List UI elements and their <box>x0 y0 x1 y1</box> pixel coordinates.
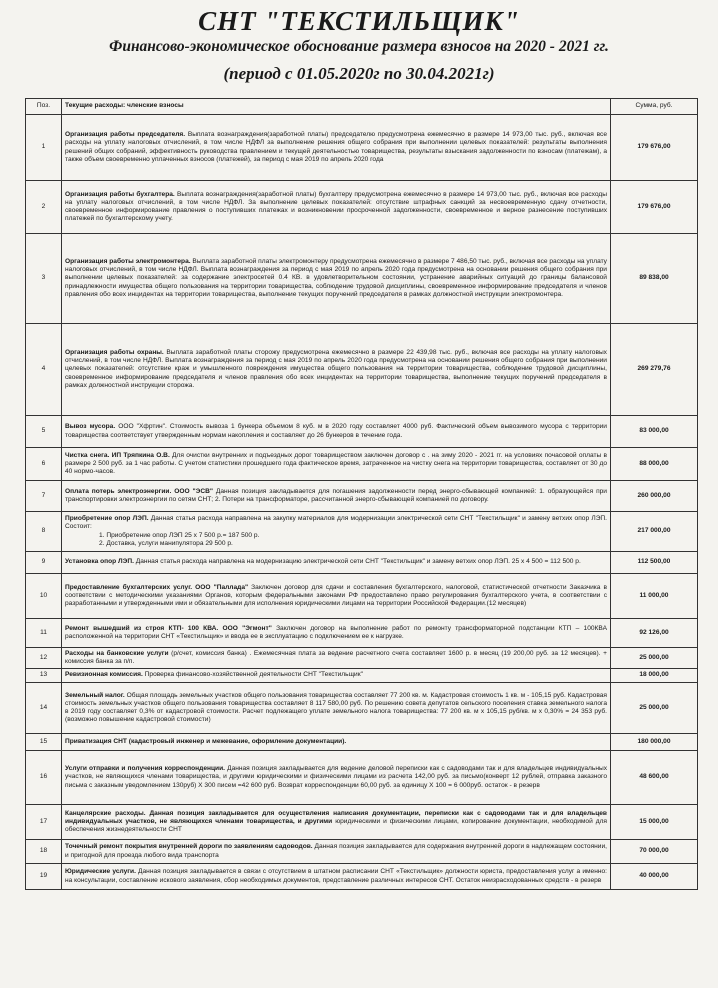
table-row <box>26 324 698 416</box>
table-row <box>26 619 698 648</box>
row-body: Выплата заработной платы электромонтеру предусмотрена ежемесячно в размере 7 486,50 тыс. руб., включая все расходы на уплату налоговых отчислений, в том числе НДФЛ. Выплата вознаграждения за период с мая 2019 по апрель 2020 года предусмотрена на основании решения общего собрания при выполнении целевых показателей: за содержание электросетей 0.4 КВ. в удовлетворительном состоянии, устранение аварийных ситуаций до границы балансовой принадлежности имущества общего пользования на территории товарищества, соблюдение трудовой дисциплины, своевременное информирование председателя и членов правления обо всех инцидентах на территории товарищества, выполнение текущих поручений председателя в рамках должностной инструкции электромонтера. <box>65 258 607 298</box>
row-lead: Приобретение опор ЛЭП. <box>65 515 149 523</box>
row-description <box>62 648 611 669</box>
table-row <box>26 448 698 481</box>
row-lead: Приватизация СНТ (кадастровый инженер и межевание, оформление документации). <box>65 737 347 745</box>
row-sum: 70 000,00 <box>611 840 698 864</box>
row-description <box>62 840 611 864</box>
row-body: Данная позиция закладывается в связи с отсутствием в штатном расписании СНТ «Текстильщик» должности юриста, предоставления услуг а именно: на консультации, составление искового заявления, сбор необходимых документов, представление различных интересов СНТ. Остаток неизрасходованных средств - в резерв <box>65 868 607 884</box>
row-body: Проверка финансово-хозяйственной деятельности СНТ "Текстильщик" <box>142 671 363 679</box>
row-body: Заключен договор для сдачи и составления бухгалтерского, налоговой, статистической отчетности Заказчика в соответствии с методическими указаниями Органов, которым федеральными законами РФ предоставлено право регулирования бухгалтерского учета, в соответствии с разработанными и утвержденными ими и обязательными для исполнения юридическими лицами на территории Российской Федерации.(12 месяцев) <box>65 583 607 608</box>
row-lead: Услуги отправки и получения корреспонденции. <box>65 765 225 773</box>
row-pos: 9 <box>26 552 62 574</box>
row-description <box>62 512 611 552</box>
table-row <box>26 552 698 574</box>
row-body: Данная статья расхода направлена на закупку материалов для модернизации электрической сети СНТ "Текстильщик" и замену ветхих опор ЛЭП. Состоит: <box>65 515 607 531</box>
row-pos: 15 <box>26 734 62 751</box>
row-sum: 180 000,00 <box>611 734 698 751</box>
row-lead: Земельный налог. <box>65 691 125 699</box>
row-lead: Организация работы председателя. <box>65 131 186 139</box>
row-pos: 6 <box>26 448 62 481</box>
row-pos: 10 <box>26 574 62 619</box>
row-description <box>62 751 611 805</box>
row-lead: Точечный ремонт покрытия внутренней дороги по заявлениям садоводов. <box>65 843 313 851</box>
row-pos: 14 <box>26 683 62 734</box>
row-pos: 11 <box>26 619 62 648</box>
table-row <box>26 805 698 840</box>
row-description <box>62 734 611 751</box>
row-body: Заключен договор на выполнение работ по ремонту трансформаторной подстанции КТП – 100КВА расположенной на территории СНТ «Текстильщик» и ввода ее в эксплуатацию с подключением ее к нагрузке. <box>65 624 607 640</box>
row-lead: Организация работы электромонтера. <box>65 258 191 266</box>
row-pos: 5 <box>26 416 62 448</box>
table-row <box>26 840 698 864</box>
row-pos: 17 <box>26 805 62 840</box>
header-pos: Поз. <box>26 99 62 115</box>
row-pos: 1 <box>26 115 62 181</box>
row-sum: 25 000,00 <box>611 648 698 669</box>
document-period: (период с 01.05.2020г по 30.04.2021г) <box>223 64 495 83</box>
row-lead: Канцелярские расходы. Данная позиция закладывается для осуществления написания документации, переписки как с садоводами так и для владельцев индивидуальных участков, не являющихся членами товарищества, и другими <box>65 809 607 825</box>
row-description <box>62 619 611 648</box>
row-body: Данная позиция закладывается для содержания внутренней дороги в надлежащем состоянии, и пригодной для проезда любого вида транспорта <box>65 843 608 859</box>
row-lead: Ревизионная комиссия. <box>65 671 143 679</box>
row-description <box>62 683 611 734</box>
table-row <box>26 574 698 619</box>
table-row <box>26 416 698 448</box>
row-pos: 8 <box>26 512 62 552</box>
row-lead: Организация работы бухгалтера. <box>65 190 175 198</box>
row-pos: 12 <box>26 648 62 669</box>
table-header-row <box>26 99 698 115</box>
row-description <box>62 234 611 324</box>
row-sum: 15 000,00 <box>611 805 698 840</box>
row-sum: 89 838,00 <box>611 234 698 324</box>
row-sum: 25 000,00 <box>611 683 698 734</box>
row-lead: Предоставление бухгалтерских услуг. ООО "Паллада" <box>65 583 249 591</box>
row-description <box>62 324 611 416</box>
row-pos: 2 <box>26 181 62 234</box>
row-body: Данная позиция закладывается для ведение деловой переписки как с садоводами так и для владельцев индивидуальных участков, не являющихся членами товарищества, и другими юридическими и физическими лицами из расчета 142,00 руб. за письмо(конверт 12 рублей, отправка заказного письма с заказным уведомлением 130руб) Х 300 писем =42 600 руб. Возврат корреспонденции 60,00 руб. за единицу Х 100 = 6 000руб. остаток - в резерв <box>65 765 607 789</box>
header-main: Текущие расходы: членские взносы <box>62 99 611 115</box>
row-pos: 19 <box>26 864 62 890</box>
row-lead: Организация работы охраны. <box>65 349 164 357</box>
table-row <box>26 751 698 805</box>
row-description <box>62 669 611 683</box>
row-sum: 48 600,00 <box>611 751 698 805</box>
row-sub-line: 2. Доставка, услуги манипулятора 29 500 р. <box>99 539 233 547</box>
row-description <box>62 481 611 512</box>
row-body: Выплата вознаграждения(заработной платы) бухгалтеру предусмотрена ежемесячно в размере 14 973,00 тыс. руб., включая все расходы на уплату налоговых отчислений, в том числе НДФЛ. За выполнение целевых показателей: отсутствие штрафных санкций за несвоевременную сдачу отчетности, своевременное информирование правления о поступивших платежах и возникновении просроченной задолженности, своевременное и верное разнесение поступивших платежей по бухгалтерскому учету. <box>65 190 608 223</box>
row-sum: 217 000,00 <box>611 512 698 552</box>
row-lead: Установка опор ЛЭП. <box>65 558 134 566</box>
document-title: СНТ "ТЕКСТИЛЬЩИК" <box>198 6 520 36</box>
table-row <box>26 864 698 890</box>
row-sum: 88 000,00 <box>611 448 698 481</box>
row-pos: 3 <box>26 234 62 324</box>
row-lead: Вывоз мусора. <box>65 423 116 431</box>
row-body: юридическими и физическими лицами, копирование документации, необходимой для обеспечения жизнедеятельности СНТ <box>65 817 607 834</box>
row-sum: 83 000,00 <box>611 416 698 448</box>
row-sum: 40 000,00 <box>611 864 698 890</box>
row-description <box>62 448 611 481</box>
table-row <box>26 115 698 181</box>
row-description <box>62 864 611 890</box>
row-sum: 269 279,76 <box>611 324 698 416</box>
table-row <box>26 512 698 552</box>
row-body: Данная позиция закладывается для погашения задолженности перед энерго-сбывающей компанией: 1. образующейся при транспортировки электроэнергии по сетям СНТ; 2. Потери на трансформаторе, рассчитанной энерго-сбывающей компанией по договору. <box>65 487 607 503</box>
row-body: ООО "Хфртин". Стоимость вывоза 1 бункера объемом 8 куб. м в 2020 году составляет 4000 руб. Фактический объем вывозимого мусора с территории товарищества соответствует утвержденным нормам накопления и составляет до 26 бункеров в течение года. <box>65 423 607 439</box>
row-lead: Юридические услуги. <box>65 868 136 876</box>
table-row <box>26 683 698 734</box>
row-lead: Чистка снега. ИП Тряпкина О.В. <box>65 451 170 459</box>
row-body: Общая площадь земельных участков общего пользования товарищества составляет 77 200 кв. м. Кадастровая стоимость 1 кв. м - 105,15 руб. Кадастровая стоимость земельных участков общего пользования товарищества составляет 8 117 580,00 руб. По решению совета депутатов сельского поселения ставка земельного налога в 2019 году составляет 0,3% от кадастровой стоимости. Расчет подлежащего уплате земельного налога товарищества: 77 200 кв. м х 105,15 руб/кв. м х 0,30% = 24 353 руб. (возможно повышение кадастровой стоимости) <box>65 691 607 724</box>
row-pos: 16 <box>26 751 62 805</box>
table-row <box>26 181 698 234</box>
row-description <box>62 181 611 234</box>
row-lead: Расходы на банковские услуги <box>65 649 169 657</box>
table-row <box>26 234 698 324</box>
row-pos: 4 <box>26 324 62 416</box>
row-sum: 11 000,00 <box>611 574 698 619</box>
table-row <box>26 481 698 512</box>
header-sum: Сумма, руб. <box>611 99 698 115</box>
row-sum: 18 000,00 <box>611 669 698 683</box>
row-sum: 260 000,00 <box>611 481 698 512</box>
row-body: Выплата вознаграждения(заработной платы) председателю предусмотрена ежемесячно в размере 14 973,00 тыс. руб., включая все расходы на уплату налоговых отчислений, в том числе НДФЛ за выполнение решения общего собрания при выполнении целевых показателей: результаты выполнения решений общих собраний, эффективность руководства правлением и текущей деятельностью товарищества, результаты взыскания задолженности по взносам (платежам), а также объем своевременно уплаченных взносов (платежей), за период с мая 2019 по апрель 2020 года <box>65 131 607 163</box>
row-sum: 179 676,00 <box>611 115 698 181</box>
expenses-table <box>25 98 698 890</box>
row-sum: 112 500,00 <box>611 552 698 574</box>
row-description <box>62 805 611 840</box>
row-lead: Ремонт вышедший из строя КТП- 100 КВА. ООО "Эгмонт" <box>65 624 272 632</box>
row-description <box>62 416 611 448</box>
row-sub-line: 1. Приобретение опор ЛЭП 25 х 7 500 р.= 187 500 р. <box>99 531 260 539</box>
row-lead: Оплата потерь электроэнергии. ООО "ЭСВ" <box>65 487 213 495</box>
row-description <box>62 115 611 181</box>
table-row <box>26 648 698 669</box>
row-body: Выплата заработной платы сторожу предусмотрена ежемесячно в размере 22 439,98 тыс. руб., включая все расходы на уплату налоговых отчислений, в том числе НДФЛ. Выплата вознаграждения за период с мая 2019 по апрель 2020 года предусмотрена на основании решения общего собрания при выполнении целевых показателей: отсутствие краж и умышленного повреждения имущества общего пользования на территории товарищества, соблюдение трудовой дисциплины, своевременное информирование председателя и членов правления обо всех инцидентах на территории товарищества, выполнение текущих поручений председателя в рамках должностной инструкции сторожа. <box>65 349 607 389</box>
table-body <box>26 115 698 890</box>
row-sum: 179 676,00 <box>611 181 698 234</box>
row-pos: 13 <box>26 669 62 683</box>
row-body: Для очистки внутренних и подъездных дорог товариществом заключен договор с . на зиму 2020 - 2021 гг. на условиях почасовой оплаты в размере 2 500 руб. за 1 час работы. С учетом статистики прошедшего года фактическое время, затраченное на чистку снега на территории товарищества, составляет от 30 до 40 нормо-часов. <box>65 451 607 476</box>
row-pos: 18 <box>26 840 62 864</box>
row-body: (р/счет, комиссия банка) . Ежемесячная плата за ведение расчетного счета составляет 1600 р. в месяц (19 200,00 руб. за 12 месяцев). + комиссия банка за п/п. <box>65 649 607 665</box>
row-sum: 92 126,00 <box>611 619 698 648</box>
table-row <box>26 734 698 751</box>
document-subtitle: Финансово-экономическое обоснование размера взносов на 2020 - 2021 гг. <box>109 38 609 55</box>
row-body: Данная статья расхода направлена на модернизацию электрической сети СНТ "Текстильщик" и замену ветхих опор ЛЭП. 25 х 4 500 = 112 500 р. <box>133 558 581 566</box>
row-description <box>62 552 611 574</box>
table-row <box>26 669 698 683</box>
row-pos: 7 <box>26 481 62 512</box>
row-description <box>62 574 611 619</box>
